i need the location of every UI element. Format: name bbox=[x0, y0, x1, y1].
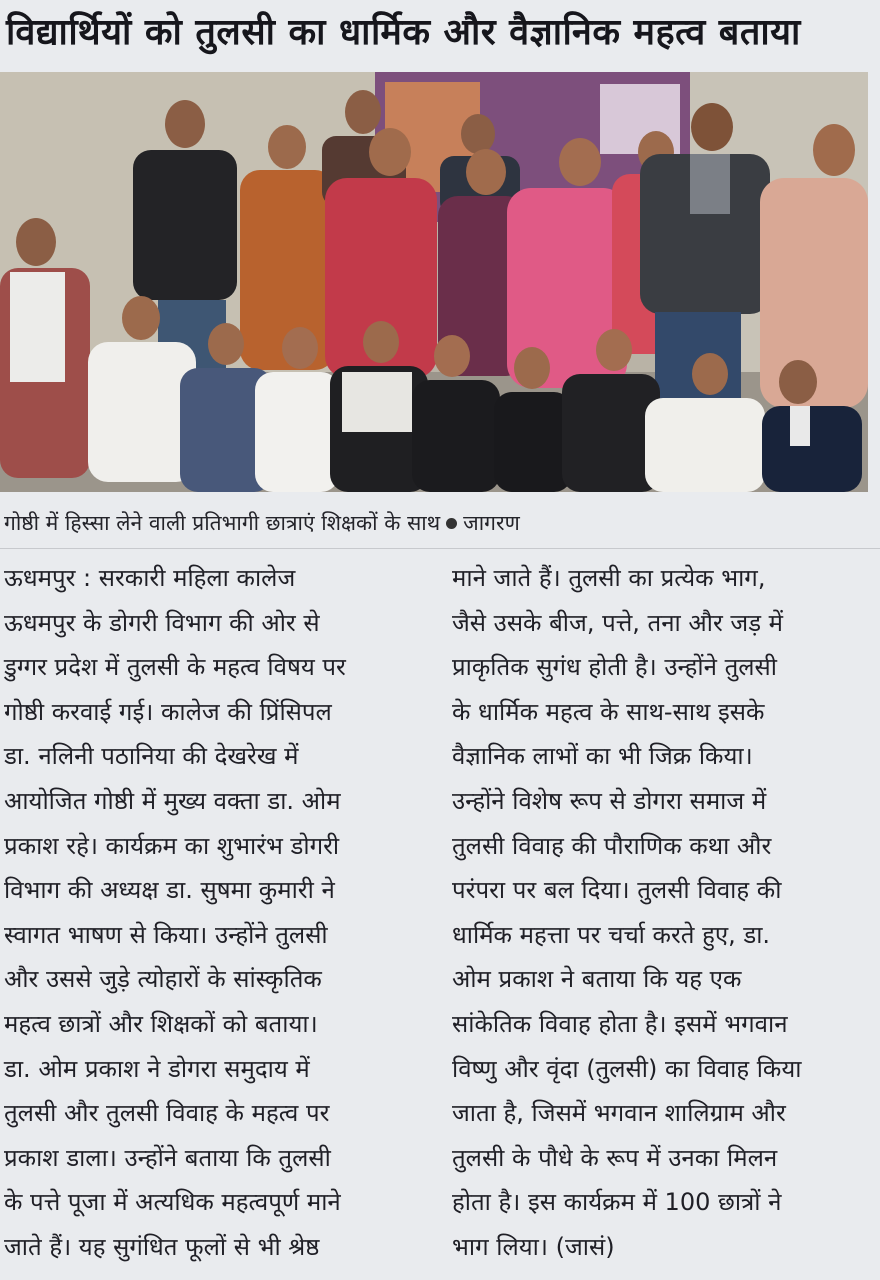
text-line: तुलसी के पौधे के रूप में उनका मिलन bbox=[452, 1143, 778, 1172]
text-line: ओम प्रकाश ने बताया कि यह एक bbox=[452, 965, 742, 994]
text-line: होता है। इस कार्यक्रम में 100 छात्रों ने bbox=[452, 1188, 782, 1217]
text-line: ऊधमपुर : सरकारी महिला कालेज bbox=[4, 564, 296, 592]
text-line: प्रकाश डाला। उन्होंने बताया कि तुलसी bbox=[4, 1143, 331, 1172]
caption-divider bbox=[0, 548, 880, 549]
text-line: जाता है, जिसमें भगवान शालिग्राम और bbox=[452, 1099, 786, 1128]
text-line: विभाग की अध्यक्ष डा. सुषमा कुमारी ने bbox=[4, 876, 335, 905]
text-line: भाग लिया। (जासं) bbox=[452, 1232, 615, 1261]
text-line: धार्मिक महत्ता पर चर्चा करते हुए, डा. bbox=[452, 920, 771, 949]
group-photo bbox=[0, 72, 868, 492]
text-line: महत्व छात्रों और शिक्षकों को बताया। bbox=[4, 1009, 318, 1038]
text-line: डा. नलिनी पठानिया की देखरेख में bbox=[4, 742, 299, 771]
text-line: प्रकाश रहे। कार्यक्रम का शुभारंभ डोगरी bbox=[4, 831, 340, 860]
group-photo-illustration bbox=[0, 72, 868, 492]
text-line: परंपरा पर बल दिया। तुलसी विवाह की bbox=[452, 876, 782, 905]
photo-caption bbox=[4, 502, 876, 544]
text-line: प्राकृतिक सुगंध होती है। उन्होंने तुलसी bbox=[452, 653, 777, 682]
text-line: जैसे उसके बीज, पत्ते, तना और जड़ में bbox=[452, 608, 784, 637]
text-line: गोष्ठी करवाई गई। कालेज की प्रिंसिपल bbox=[4, 697, 332, 726]
text-line: उन्होंने विशेष रूप से डोगरा समाज में bbox=[452, 786, 767, 815]
text-line: सांकेतिक विवाह होता है। इसमें भगवान bbox=[452, 1009, 788, 1038]
text-line: डुग्गर प्रदेश में तुलसी के महत्व विषय पर bbox=[4, 653, 346, 682]
caption-credit: जागरण bbox=[463, 511, 520, 535]
text-line: तुलसी विवाह की पौराणिक कथा और bbox=[452, 831, 772, 860]
bullet-dot-icon bbox=[446, 518, 457, 529]
text-line: आयोजित गोष्ठी में मुख्य वक्ता डा. ओम bbox=[4, 786, 341, 815]
text-line: तुलसी और तुलसी विवाह के महत्व पर bbox=[4, 1099, 330, 1128]
article-column-right bbox=[452, 556, 876, 1270]
text-line: स्वागत भाषण से किया। उन्होंने तुलसी bbox=[4, 920, 328, 949]
text-line: ऊधमपुर के डोगरी विभाग की ओर से bbox=[4, 608, 320, 637]
text-line: के धार्मिक महत्व के साथ-साथ इसके bbox=[452, 697, 765, 726]
text-line: के पत्ते पूजा में अत्यधिक महत्वपूर्ण माने bbox=[4, 1188, 341, 1217]
text-line: और उससे जुड़े त्योहारों के सांस्कृतिक bbox=[4, 965, 322, 994]
text-line: जाते हैं। यह सुगंधित फूलों से भी श्रेष्ठ bbox=[4, 1232, 320, 1261]
caption-text: गोष्ठी में हिस्सा लेने वाली प्रतिभागी छात्राएं शिक्षकों के साथ bbox=[4, 511, 441, 535]
text-line: डा. ओम प्रकाश ने डोगरा समुदाय में bbox=[4, 1054, 310, 1083]
text-line: विष्णु और वृंदा (तुलसी) का विवाह किया bbox=[452, 1054, 802, 1083]
article-column-left bbox=[4, 556, 430, 1270]
text-line: वैज्ञानिक लाभों का भी जिक्र किया। bbox=[452, 742, 753, 771]
text-line: माने जाते हैं। तुलसी का प्रत्येक भाग, bbox=[452, 564, 766, 592]
article-headline: विद्यार्थियों को तुलसी का धार्मिक और वैज्ञानिक महत्व बताया bbox=[6, 12, 801, 53]
